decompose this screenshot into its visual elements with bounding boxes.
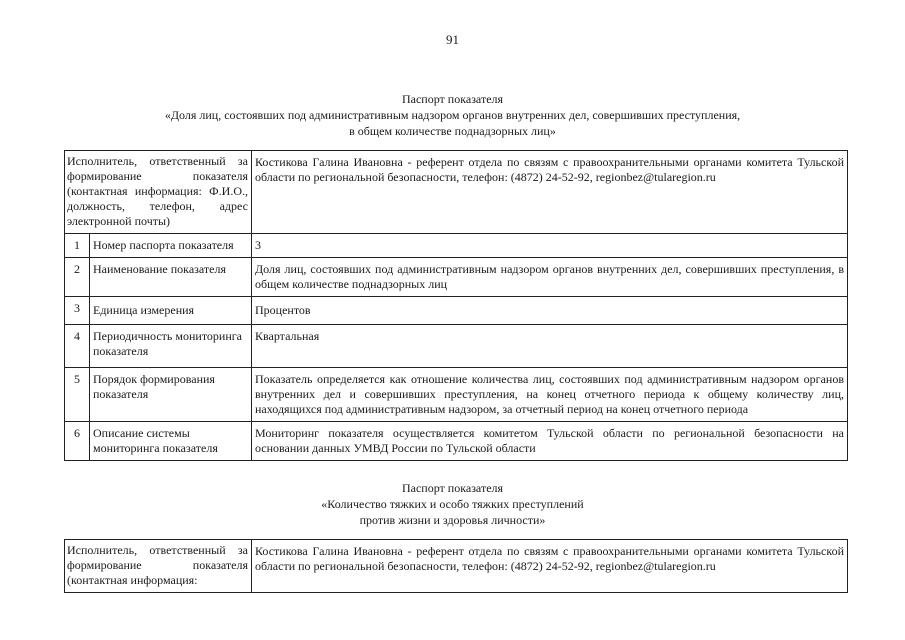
row-number: 4 (65, 325, 90, 368)
row-value: Процентов (252, 297, 848, 325)
row-label: Единица измерения (90, 297, 252, 325)
passport-1-subtitle-line-2: в общем количестве поднадзорных лиц» (349, 124, 556, 138)
table-row (65, 234, 848, 258)
executor-label: Исполнитель, ответственный за формирование показателя (контактная информация: Ф.И.О., должность, телефон, адрес электронной почты) (65, 151, 252, 234)
executor-value: Костикова Галина Ивановна - референт отдела по связям с правоохранительными органами комитета Тульской области по региональной безопасности, телефон: (4872) 24-52-92, regionbez@tularegion.ru (252, 151, 848, 234)
row-value: Квартальная (252, 325, 848, 368)
table-row (65, 325, 848, 368)
table-row (65, 422, 848, 461)
passport-2-table (64, 539, 848, 593)
executor-label: Исполнитель, ответственный за формирование показателя (контактная информация: (65, 540, 252, 593)
row-value: Мониторинг показателя осуществляется комитетом Тульской области по региональной безопасности на основании данных УМВД России по Тульской области (252, 422, 848, 461)
row-label: Описание системы мониторинга показателя (90, 422, 252, 461)
passport-1-title (0, 91, 905, 139)
page-number: 91 (446, 32, 459, 47)
passport-2-heading: Паспорт показателя (401, 481, 504, 495)
passport-1-subtitle-line-1: «Доля лиц, состоявших под административным надзором органов внутренних дел, совершивших преступления, (164, 108, 741, 122)
row-value: Показатель определяется как отношение количества лиц, состоявших под административным надзором органов внутренних дел и совершивших преступления, на конец отчетного периода к общему количеству лиц, находящихся под административным надзором, за отчетный период на конец отчетного периода (252, 368, 848, 422)
row-label: Периодичность мониторинга показателя (90, 325, 252, 368)
row-value: Доля лиц, состоявших под административным надзором органов внутренних дел, совершивших преступления, в общем количестве поднадзорных лиц (252, 258, 848, 297)
passport-2-title (0, 480, 905, 528)
table-row (65, 368, 848, 422)
passport-2-subtitle-line-2: против жизни и здоровья личности» (359, 513, 546, 527)
row-value: 3 (252, 234, 848, 258)
passport-2-subtitle-line-1: «Количество тяжких и особо тяжких преступлений (321, 497, 584, 511)
executor-value: Костикова Галина Ивановна - референт отдела по связям с правоохранительными органами комитета Тульской области по региональной безопасности, телефон: (4872) 24-52-92, regionbez@tularegion.ru (252, 540, 848, 593)
row-label: Наименование показателя (90, 258, 252, 297)
row-number: 6 (65, 422, 90, 461)
table-row (65, 297, 848, 325)
row-number: 2 (65, 258, 90, 297)
table-row (65, 258, 848, 297)
row-label: Номер паспорта показателя (90, 234, 252, 258)
passport-1-heading: Паспорт показателя (401, 92, 504, 106)
executor-row (65, 151, 848, 234)
row-number: 1 (65, 234, 90, 258)
row-label: Порядок формирования показателя (90, 368, 252, 422)
executor-row (65, 540, 848, 593)
row-number: 3 (65, 297, 90, 325)
row-number: 5 (65, 368, 90, 422)
passport-1-table (64, 150, 848, 461)
